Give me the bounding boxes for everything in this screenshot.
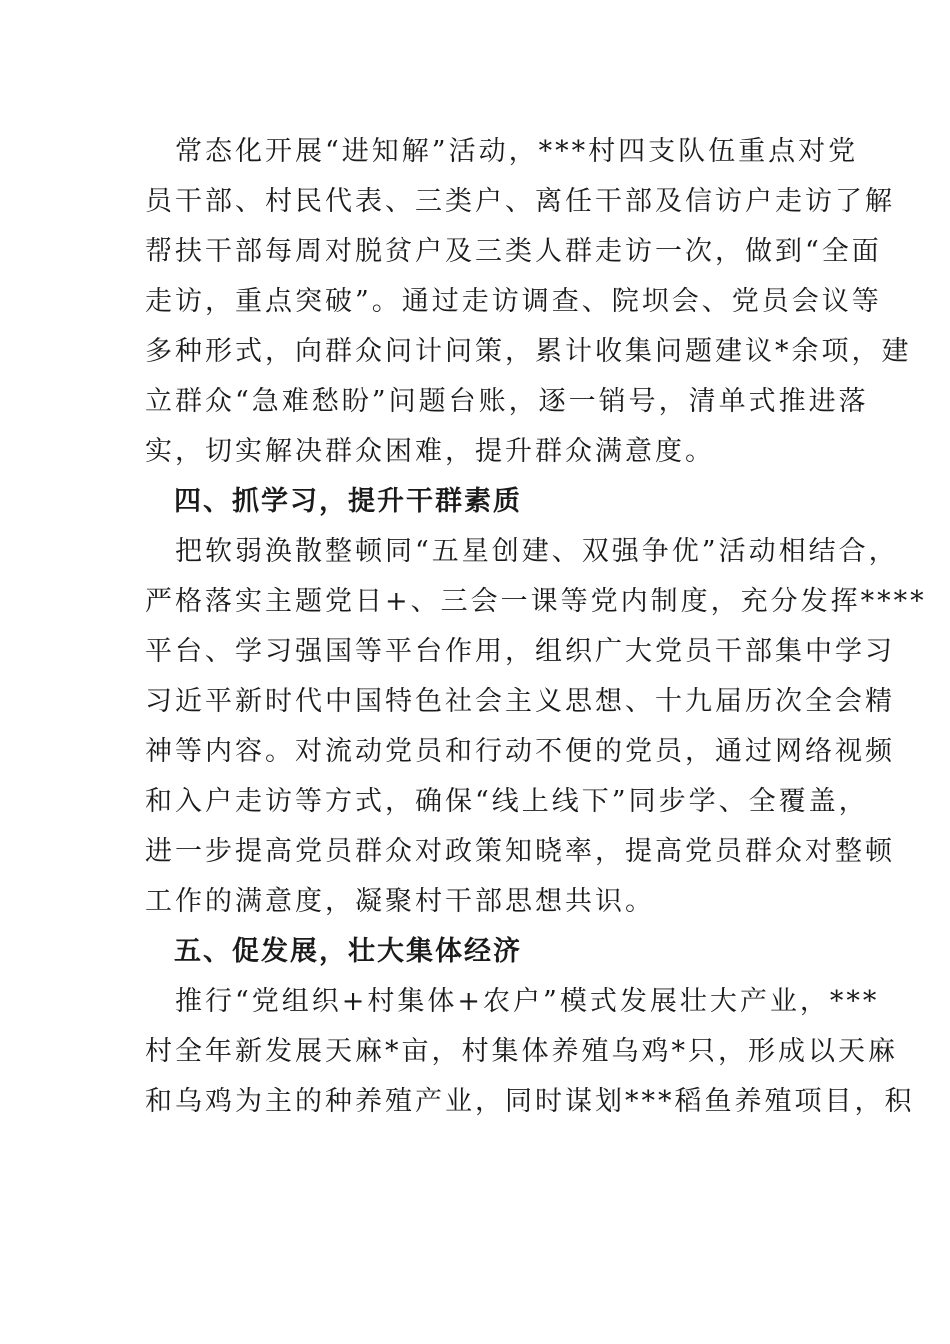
paragraph-line: 村全年新发展天麻*亩，村集体养殖乌鸡*只，形成以天麻 <box>145 1036 898 1067</box>
paragraph-line: 和乌鸡为主的种养殖产业，同时谋划***稻鱼养殖项目，积 <box>145 1086 915 1117</box>
section-heading: 四、抓学习，提升干群素质 <box>145 486 522 517</box>
paragraph-line: 平台、学习强国等平台作用，组织广大党员干部集中学习 <box>145 636 895 667</box>
paragraph-line: 帮扶干部每周对脱贫户及三类人群走访一次，做到“全面 <box>145 236 882 267</box>
paragraph-line: 和入户走访等方式，确保“线上线下”同步学、全覆盖， <box>145 786 869 817</box>
paragraph-line: 习近平新时代中国特色社会主义思想、十九届历次全会精 <box>145 686 895 717</box>
paragraph-line: 推行“党组织+村集体+农户”模式发展壮大产业，*** <box>145 986 880 1017</box>
paragraph-line: 走访，重点突破”。通过走访调查、院坝会、党员会议等 <box>145 286 882 317</box>
paragraph-line: 员干部、村民代表、三类户、离任干部及信访户走访了解 <box>145 186 895 217</box>
paragraph-line: 实，切实解决群众困难，提升群众满意度。 <box>145 436 715 467</box>
paragraph-line: 进一步提高党员群众对政策知晓率，提高党员群众对整顿 <box>145 836 895 867</box>
paragraph-line: 把软弱涣散整顿同“五星创建、双强争优”活动相结合， <box>145 536 899 567</box>
section-heading: 五、促发展，壮大集体经济 <box>145 936 522 967</box>
paragraph-line: 严格落实主题党日+、三会一课等党内制度，充分发挥**** <box>145 586 927 617</box>
paragraph-line: 工作的满意度，凝聚村干部思想共识。 <box>145 886 655 917</box>
paragraph-line: 立群众“急难愁盼”问题台账，逐一销号，清单式推进落 <box>145 386 869 417</box>
paragraph-line: 常态化开展“进知解”活动，***村四支队伍重点对党 <box>145 136 859 167</box>
paragraph-line: 多种形式，向群众问计问策，累计收集问题建议*余项，建 <box>145 336 912 367</box>
paragraph-line: 神等内容。对流动党员和行动不便的党员，通过网络视频 <box>145 736 895 767</box>
